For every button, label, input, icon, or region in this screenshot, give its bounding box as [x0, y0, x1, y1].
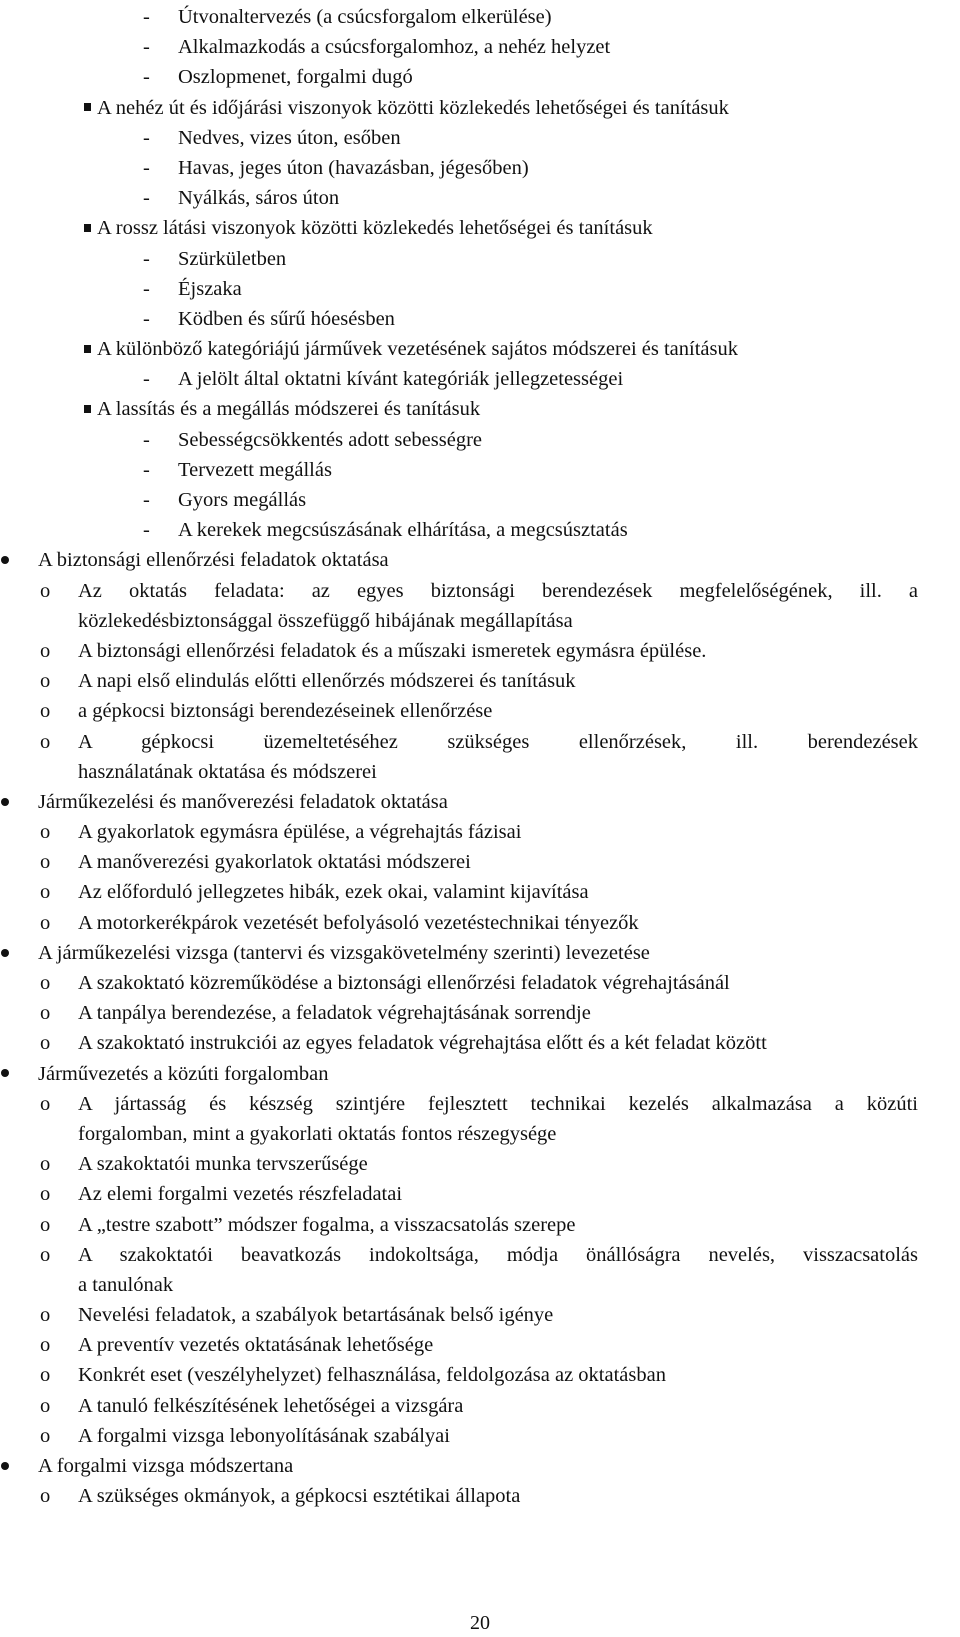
list-item-bullet — [0, 787, 960, 817]
round-bullet-icon — [1, 787, 9, 817]
list-item-circle — [0, 576, 960, 606]
round-bullet-icon — [1, 545, 9, 575]
circle-bullet: o — [40, 1002, 51, 1025]
list-item-text: A különböző kategóriájú járművek vezetésének sajátos módszerei és tanításuk — [97, 338, 738, 361]
list-item-dash — [0, 304, 960, 334]
list-item-text: A rossz látási viszonyok közötti közlekedés lehetőségei és tanításuk — [97, 217, 653, 240]
list-item-text: Az elemi forgalmi vezetés részfeladatai — [78, 1183, 403, 1206]
square-bullet-icon — [84, 394, 91, 424]
list-item-text: Tervezett megállás — [178, 458, 332, 481]
continuation-line — [0, 1270, 960, 1300]
circle-bullet: o — [40, 1364, 51, 1387]
list-item-text: A forgalmi vizsga módszertana — [38, 1455, 294, 1477]
list-item-text: Járművezetés a közúti forgalomban — [38, 1062, 329, 1085]
round-bullet-icon — [1, 1451, 9, 1481]
list-item-bullet — [0, 545, 960, 575]
round-bullet-icon — [1, 938, 9, 968]
circle-bullet: o — [40, 1243, 51, 1266]
list-item-circle — [0, 666, 960, 696]
square-bullet-icon — [84, 213, 91, 243]
square-bullet-icon — [84, 334, 91, 364]
circle-bullet: o — [40, 670, 51, 693]
dash-bullet: - — [143, 66, 150, 89]
dash-bullet: - — [143, 519, 150, 542]
list-item-text: Nedves, vizes úton, esőben — [178, 126, 401, 149]
list-item-circle — [0, 817, 960, 847]
list-item-text: A biztonsági ellenőrzési feladatok és a műszaki ismeretek egymásra épülése. — [78, 639, 707, 662]
list-item-dash — [0, 425, 960, 455]
circle-bullet: o — [40, 700, 51, 723]
list-item-text: A jártasság és készség szintjére fejlesztett technikai kezelés alkalmazása a közúti — [78, 1092, 918, 1115]
list-item-text: Nyálkás, sáros úton — [178, 187, 340, 210]
list-item-text: Nevelési feladatok, a szabályok betartásának belső igénye — [78, 1304, 554, 1327]
dash-bullet: - — [143, 156, 150, 179]
list-item-circle — [0, 877, 960, 907]
list-item-text: A napi első elindulás előtti ellenőrzés módszerei és tanításuk — [78, 670, 576, 693]
dash-bullet: - — [143, 307, 150, 330]
document-body — [0, 2, 960, 1511]
list-item-text: A gyakorlatok egymásra épülése, a végrehajtás fázisai — [78, 821, 522, 844]
list-item-text: Útvonaltervezés (a csúcsforgalom elkerülése) — [178, 6, 552, 28]
list-item-dash — [0, 32, 960, 62]
list-item-circle — [0, 1028, 960, 1058]
list-item-text: A tanuló felkészítésének lehetőségei a vizsgára — [78, 1394, 464, 1417]
list-item-circle — [0, 696, 960, 726]
list-item-text: a tanulónak — [78, 1273, 174, 1296]
dash-bullet: - — [143, 428, 150, 451]
list-item-circle — [0, 1149, 960, 1179]
circle-bullet: o — [40, 639, 51, 662]
list-item-text: A járműkezelési vizsga (tantervi és vizsgakövetelmény szerinti) levezetése — [38, 941, 650, 964]
list-item-text: Oszlopmenet, forgalmi dugó — [178, 66, 413, 89]
dash-bullet: - — [143, 368, 150, 391]
circle-bullet: o — [40, 1394, 51, 1417]
list-item-text: Szürkületben — [178, 247, 287, 270]
dash-bullet: - — [143, 6, 150, 28]
circle-bullet: o — [40, 1183, 51, 1206]
list-item-text: A manőverezési gyakorlatok oktatási módszerei — [78, 851, 471, 874]
list-item-text: Alkalmazkodás a csúcsforgalomhoz, a nehéz helyzet — [178, 36, 611, 59]
list-item-text: a gépkocsi biztonsági berendezéseinek ellenőrzése — [78, 700, 493, 723]
list-item-square — [0, 334, 960, 364]
circle-bullet: o — [40, 1032, 51, 1055]
list-item-dash — [0, 244, 960, 274]
list-item-bullet — [0, 1451, 960, 1481]
list-item-circle — [0, 1240, 960, 1270]
list-item-text: A biztonsági ellenőrzési feladatok oktatása — [38, 549, 389, 572]
list-item-text: Konkrét eset (veszélyhelyzet) felhasználása, feldolgozása az oktatásban — [78, 1364, 666, 1387]
list-item-text: Éjszaka — [178, 277, 242, 300]
list-item-dash — [0, 455, 960, 485]
list-item-dash — [0, 62, 960, 92]
list-item-dash — [0, 2, 960, 32]
list-item-circle — [0, 847, 960, 877]
list-item-circle — [0, 1421, 960, 1451]
circle-bullet: o — [40, 881, 51, 904]
dash-bullet: - — [143, 126, 150, 149]
list-item-square — [0, 394, 960, 424]
circle-bullet: o — [40, 1153, 51, 1176]
list-item-text: A szükséges okmányok, a gépkocsi esztétikai állapota — [78, 1485, 521, 1508]
list-item-text: Gyors megállás — [178, 489, 307, 511]
list-item-text: A lassítás és a megállás módszerei és tanításuk — [97, 398, 481, 421]
list-item-text: A gépkocsi üzemeltetéséhez szükséges ellenőrzések, ill. berendezések — [78, 730, 918, 753]
list-item-text: Az előforduló jellegzetes hibák, ezek okai, valamint kijavítása — [78, 881, 589, 904]
circle-bullet: o — [40, 1092, 51, 1115]
list-item-circle — [0, 1300, 960, 1330]
list-item-dash — [0, 183, 960, 213]
list-item-circle — [0, 1179, 960, 1209]
list-item-text: forgalomban, mint a gyakorlati oktatás fontos részegysége — [78, 1122, 557, 1145]
circle-bullet: o — [40, 579, 51, 602]
list-item-circle — [0, 1089, 960, 1119]
list-item-circle — [0, 968, 960, 998]
circle-bullet: o — [40, 730, 51, 753]
circle-bullet: o — [40, 851, 51, 874]
circle-bullet: o — [40, 1213, 51, 1236]
dash-bullet: - — [143, 36, 150, 59]
list-item-circle — [0, 908, 960, 938]
list-item-circle — [0, 998, 960, 1028]
list-item-circle — [0, 1210, 960, 1240]
page-number: 20 — [470, 1612, 490, 1634]
list-item-text: A preventív vezetés oktatásának lehetősége — [78, 1334, 434, 1357]
circle-bullet: o — [40, 821, 51, 844]
list-item-text: A szakoktatói beavatkozás indokoltsága, módja önállóságra nevelés, visszacsatolás — [78, 1243, 918, 1266]
list-item-text: A szakoktatói munka tervszerűsége — [78, 1153, 368, 1176]
list-item-circle — [0, 1391, 960, 1421]
circle-bullet: o — [40, 1485, 51, 1508]
list-item-text: Járműkezelési és manőverezési feladatok oktatása — [38, 790, 448, 813]
list-item-text: A forgalmi vizsga lebonyolításának szabályai — [78, 1424, 450, 1447]
list-item-text: közlekedésbiztonsággal összefüggő hibájának megállapítása — [78, 609, 573, 632]
list-item-circle — [0, 1330, 960, 1360]
list-item-bullet — [0, 938, 960, 968]
list-item-text: A kerekek megcsúszásának elhárítása, a megcsúsztatás — [178, 519, 628, 542]
list-item-square — [0, 213, 960, 243]
square-bullet-icon — [84, 93, 91, 123]
list-item-square — [0, 93, 960, 123]
list-item-dash — [0, 364, 960, 394]
list-item-text: Havas, jeges úton (havazásban, jégesőben) — [178, 156, 529, 179]
list-item-text: A motorkerékpárok vezetését befolyásoló vezetéstechnikai tényezők — [78, 911, 639, 934]
circle-bullet: o — [40, 972, 51, 994]
circle-bullet: o — [40, 911, 51, 934]
list-item-text: Ködben és sűrű hóesésben — [178, 307, 395, 330]
round-bullet-icon — [1, 1059, 9, 1089]
list-item-text: használatának oktatása és módszerei — [78, 760, 377, 783]
dash-bullet: - — [143, 277, 150, 300]
circle-bullet: o — [40, 1424, 51, 1447]
dash-bullet: - — [143, 187, 150, 210]
list-item-dash — [0, 274, 960, 304]
list-item-dash — [0, 153, 960, 183]
list-item-circle — [0, 727, 960, 757]
circle-bullet: o — [40, 1334, 51, 1357]
list-item-text: Az oktatás feladata: az egyes biztonsági berendezések megfelelőségének, ill. a — [78, 579, 918, 602]
list-item-dash — [0, 515, 960, 545]
list-item-text: Sebességcsökkentés adott sebességre — [178, 428, 482, 451]
list-item-circle — [0, 1481, 960, 1511]
circle-bullet: o — [40, 1304, 51, 1327]
list-item-dash — [0, 123, 960, 153]
continuation-line — [0, 757, 960, 787]
list-item-circle — [0, 1360, 960, 1390]
continuation-line — [0, 1119, 960, 1149]
list-item-circle — [0, 636, 960, 666]
dash-bullet: - — [143, 489, 150, 511]
dash-bullet: - — [143, 247, 150, 270]
list-item-text: A szakoktató közreműködése a biztonsági ellenőrzési feladatok végrehajtásánál — [78, 972, 730, 994]
list-item-text: A nehéz út és időjárási viszonyok közötti közlekedés lehetőségei és tanításuk — [97, 96, 729, 119]
continuation-line — [0, 606, 960, 636]
list-item-text: A jelölt által oktatni kívánt kategóriák jellegzetességei — [178, 368, 624, 391]
dash-bullet: - — [143, 458, 150, 481]
list-item-text: A „testre szabott” módszer fogalma, a visszacsatolás szerepe — [78, 1213, 576, 1236]
list-item-bullet — [0, 1059, 960, 1089]
list-item-text: A tanpálya berendezése, a feladatok végrehajtásának sorrendje — [78, 1002, 591, 1025]
list-item-text: A szakoktató instrukciói az egyes feladatok végrehajtása előtt és a két feladat között — [78, 1032, 767, 1055]
list-item-dash — [0, 485, 960, 515]
